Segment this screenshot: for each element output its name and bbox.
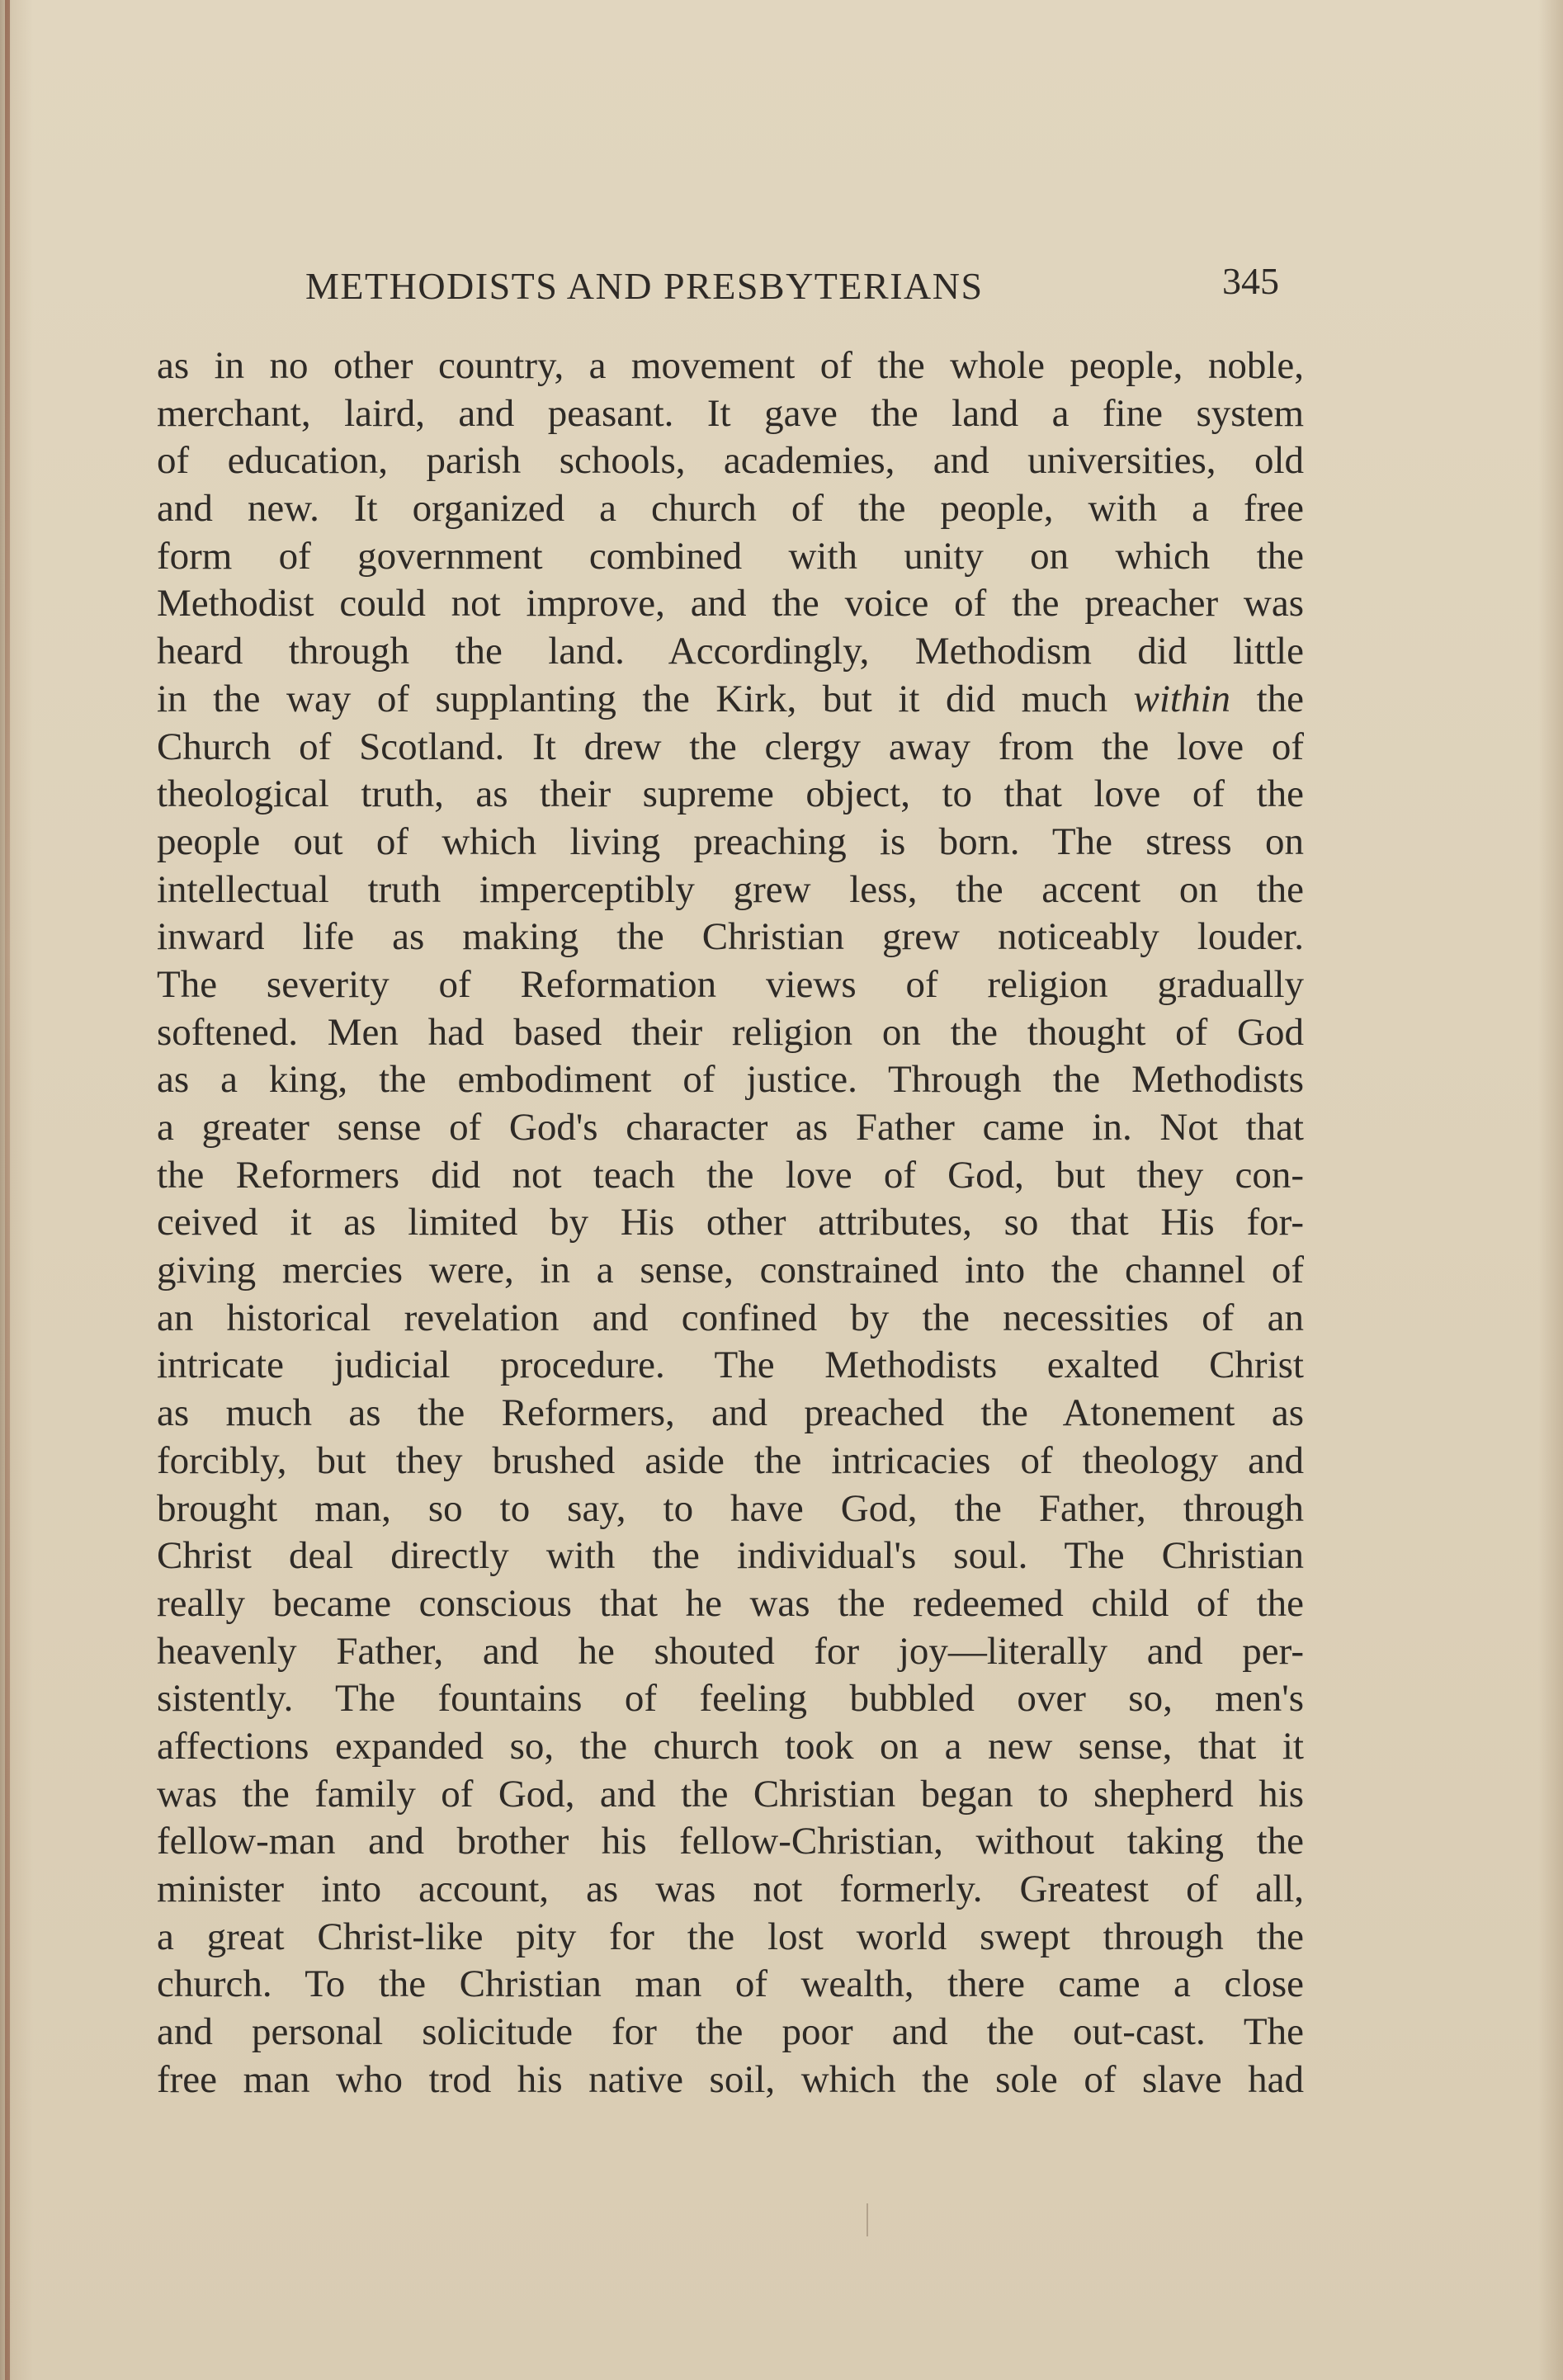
text-line: inward life as making the Christian grew noticeably louder. — [157, 915, 1304, 959]
text-line: theological truth, as their supreme object, to that love of the — [157, 772, 1304, 816]
text-line: free man who trod his native soil, which the sole of slave had — [157, 2057, 1304, 2101]
text-line: really became conscious that he was the redeemed child of the — [157, 1581, 1304, 1625]
text-line: church. To the Christian man of wealth, there came a close — [157, 1962, 1304, 2006]
emphasis: within — [1133, 677, 1231, 720]
text-line: intricate judicial procedure. The Methodists exalted Christ — [157, 1343, 1304, 1387]
text-line: was the family of God, and the Christian began to shepherd his — [157, 1772, 1304, 1816]
body-text — [157, 342, 1304, 2104]
text-line: heavenly Father, and he shouted for joy—literally and per- — [157, 1629, 1304, 1673]
paper-mark — [866, 2203, 868, 2236]
text-line: an historical revelation and confined by the necessities of an — [157, 1296, 1304, 1339]
text-line: the Reformers did not teach the love of God, but they con- — [157, 1153, 1304, 1197]
text-line: as much as the Reformers, and preached the Atonement as — [157, 1391, 1304, 1435]
text-line: as in no other country, a movement of the whole people, noble, — [157, 344, 1304, 387]
text-line: The severity of Reformation views of religion gradually — [157, 962, 1304, 1006]
running-title: METHODISTS AND PRESBYTERIANS — [305, 265, 984, 307]
text-line: Methodist could not improve, and the voice of the preacher was — [157, 582, 1304, 626]
text-line: and new. It organized a church of the people, with a free — [157, 487, 1304, 531]
text-line: forcibly, but they brushed aside the intricacies of theology and — [157, 1438, 1304, 1482]
text-line: people out of which living preaching is born. The stress on — [157, 819, 1304, 863]
page-number: 345 — [1222, 260, 1279, 302]
text-line: intellectual truth imperceptibly grew less, the accent on the — [157, 867, 1304, 911]
text-line: in the way of supplanting the Kirk, but it did much within the — [157, 677, 1304, 720]
text-line: giving mercies were, in a sense, constrained into the channel of — [157, 1249, 1304, 1292]
text-line: brought man, so to say, to have God, the Father, through — [157, 1486, 1304, 1530]
text-line: a great Christ-like pity for the lost world swept through the — [157, 1915, 1304, 1958]
running-head — [305, 256, 1279, 322]
text-line: affections expanded so, the church took on a new sense, that it — [157, 1724, 1304, 1768]
text-line: a greater sense of God's character as Father came in. Not that — [157, 1106, 1304, 1149]
text-line: sistently. The fountains of feeling bubbled over so, men's — [157, 1677, 1304, 1721]
text-line: fellow-man and brother his fellow-Christian, without taking the — [157, 1820, 1304, 1863]
text-line: and personal solicitude for the poor and the out-cast. The — [157, 2010, 1304, 2054]
text-line: softened. Men had based their religion on the thought of God — [157, 1010, 1304, 1054]
text-line: minister into account, as was not formerly. Greatest of all, — [157, 1868, 1304, 1910]
text-line: heard through the land. Accordingly, Methodism did little — [157, 630, 1304, 673]
text-line: Church of Scotland. It drew the clergy away from the love of — [157, 725, 1304, 768]
text-line: merchant, laird, and peasant. It gave the land a fine system — [157, 391, 1304, 435]
page-edge-stain — [5, 0, 10, 2380]
text-line: of education, parish schools, academies, and universities, old — [157, 439, 1304, 483]
text-line: ceived it as limited by His other attributes, so that His for- — [157, 1201, 1304, 1244]
text-line: form of government combined with unity on which the — [157, 534, 1304, 578]
text-line: as a king, the embodiment of justice. Through the Methodists — [157, 1058, 1304, 1102]
text-line: Christ deal directly with the individual's soul. The Christian — [157, 1534, 1304, 1578]
